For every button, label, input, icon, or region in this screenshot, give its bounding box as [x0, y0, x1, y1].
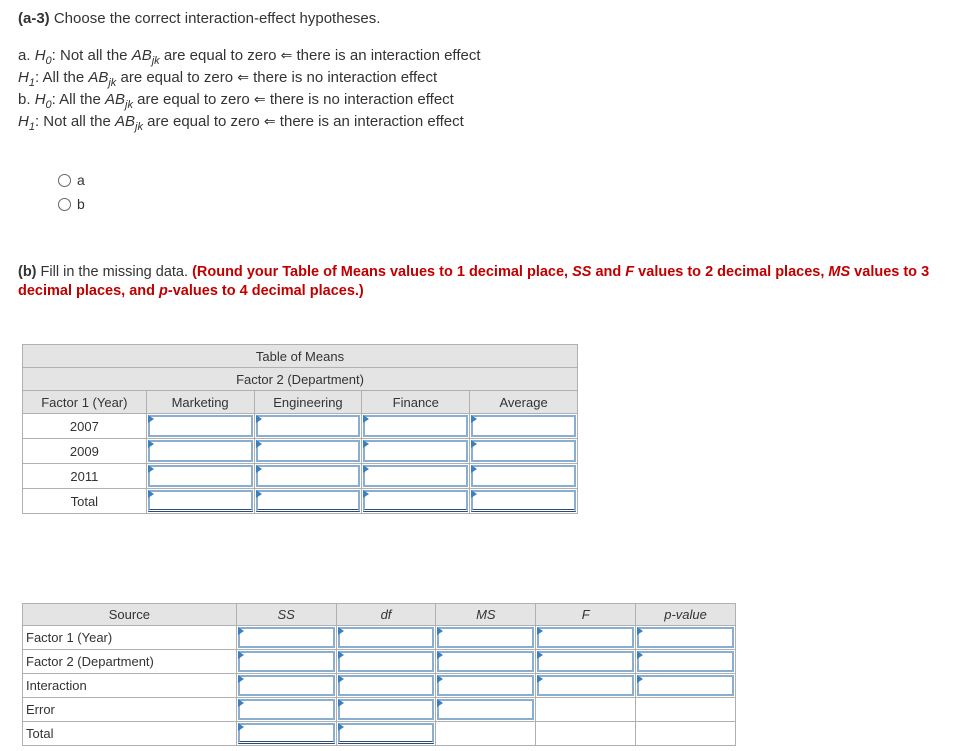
- mean-input[interactable]: [363, 440, 468, 462]
- table-row: [23, 489, 578, 514]
- source-error: Error: [23, 698, 237, 722]
- option-b-h1: $H_1$: Not all the $AB_{jk}$ are equal to zero ⇐ there is an interaction effect: [18, 113, 464, 133]
- table-row: [23, 414, 578, 439]
- ms-input[interactable]: [437, 699, 534, 720]
- implies-arrow-icon: ⇐: [280, 48, 293, 64]
- f-input[interactable]: [537, 675, 634, 696]
- source-factor1: Factor 1 (Year): [23, 626, 237, 650]
- row-label-2007: 2007: [23, 414, 147, 439]
- mean-input[interactable]: [148, 440, 253, 462]
- p-value-input[interactable]: [637, 627, 734, 648]
- p-value-input[interactable]: [637, 675, 734, 696]
- ss-input[interactable]: [238, 651, 335, 672]
- table-row: [23, 698, 736, 722]
- mean-input[interactable]: [256, 465, 361, 487]
- radio-option-a[interactable]: [58, 172, 85, 188]
- table-row: [23, 650, 736, 674]
- mean-input[interactable]: [148, 490, 253, 512]
- df-input[interactable]: [338, 699, 435, 720]
- radio-label-b[interactable]: b: [77, 196, 85, 212]
- row-label-2011: 2011: [23, 464, 147, 489]
- mean-input[interactable]: [256, 490, 361, 512]
- df-input[interactable]: [338, 723, 435, 744]
- source-interaction: Interaction: [23, 674, 237, 698]
- ss-input[interactable]: [238, 675, 335, 696]
- part-a3-label: (a-3): [18, 10, 50, 27]
- mean-input[interactable]: [148, 415, 253, 437]
- means-table-title: Table of Means: [23, 345, 578, 368]
- row-label-total: Total: [23, 489, 147, 514]
- option-a-h0: a. $H_0$: Not all the $AB_{jk}$ are equal to zero ⇐ there is an interaction effect: [18, 47, 481, 67]
- ss-input[interactable]: [238, 627, 335, 648]
- mean-input[interactable]: [471, 440, 576, 462]
- table-row: [23, 464, 578, 489]
- col-header-p-value: p-value: [664, 607, 707, 622]
- col-header-marketing: Marketing: [146, 391, 254, 414]
- ss-input[interactable]: [238, 699, 335, 720]
- part-a3-heading: [18, 10, 380, 27]
- option-b-h0: b. $H_0$: All the $AB_{jk}$ are equal to zero ⇐ there is no interaction effect: [18, 91, 454, 111]
- table-row: [23, 439, 578, 464]
- implies-arrow-icon: ⇐: [263, 114, 276, 130]
- row-label-2009: 2009: [23, 439, 147, 464]
- col-header-df: df: [380, 607, 392, 622]
- table-row: [23, 626, 736, 650]
- df-input[interactable]: [338, 675, 435, 696]
- df-input[interactable]: [338, 627, 435, 648]
- ms-input[interactable]: [437, 675, 534, 696]
- anova-table: [22, 603, 736, 746]
- table-of-means: [22, 344, 578, 514]
- source-total: Total: [23, 722, 237, 746]
- option-a-h1: $H_1$: All the $AB_{jk}$ are equal to zero ⇐ there is no interaction effect: [18, 69, 438, 89]
- table-row: [23, 722, 736, 746]
- part-b-instructions: (b) Fill in the missing data. (Round your Table of Means values to 1 decimal place, SS and F values to 2 decimal places, MS values to 3 decimal places, and p-values to 4 decimal places.): [18, 264, 930, 299]
- mean-input[interactable]: [363, 490, 468, 512]
- mean-input[interactable]: [471, 415, 576, 437]
- col-header-ms: MS: [476, 607, 496, 622]
- factor1-header: Factor 1 (Year): [23, 391, 147, 414]
- col-header-source: Source: [23, 604, 237, 626]
- p-value-input[interactable]: [637, 651, 734, 672]
- mean-input[interactable]: [148, 465, 253, 487]
- radio-label-a[interactable]: a: [77, 172, 85, 188]
- f-input[interactable]: [537, 651, 634, 672]
- ss-input[interactable]: [238, 723, 335, 744]
- f-input[interactable]: [537, 627, 634, 648]
- mean-input[interactable]: [471, 465, 576, 487]
- col-header-engineering: Engineering: [254, 391, 362, 414]
- part-b-label: (b): [18, 264, 37, 280]
- mean-input[interactable]: [363, 465, 468, 487]
- col-header-finance: Finance: [362, 391, 470, 414]
- factor2-header: Factor 2 (Department): [23, 368, 578, 391]
- radio-option-b[interactable]: [58, 196, 85, 212]
- source-factor2: Factor 2 (Department): [23, 650, 237, 674]
- part-a3-question: Choose the correct interaction-effect hypotheses.: [53, 10, 381, 27]
- implies-arrow-icon: ⇐: [253, 92, 266, 108]
- mean-input[interactable]: [256, 415, 361, 437]
- mean-input[interactable]: [471, 490, 576, 512]
- df-input[interactable]: [338, 651, 435, 672]
- table-row: [23, 674, 736, 698]
- mean-input[interactable]: [363, 415, 468, 437]
- mean-input[interactable]: [256, 440, 361, 462]
- ms-input[interactable]: [437, 627, 534, 648]
- col-header-ss: SS: [277, 607, 295, 622]
- ms-input[interactable]: [437, 651, 534, 672]
- implies-arrow-icon: ⇐: [237, 70, 249, 86]
- col-header-average: Average: [470, 391, 578, 414]
- radio-button-a[interactable]: [58, 174, 71, 187]
- col-header-f: F: [581, 607, 590, 622]
- radio-button-b[interactable]: [58, 198, 71, 211]
